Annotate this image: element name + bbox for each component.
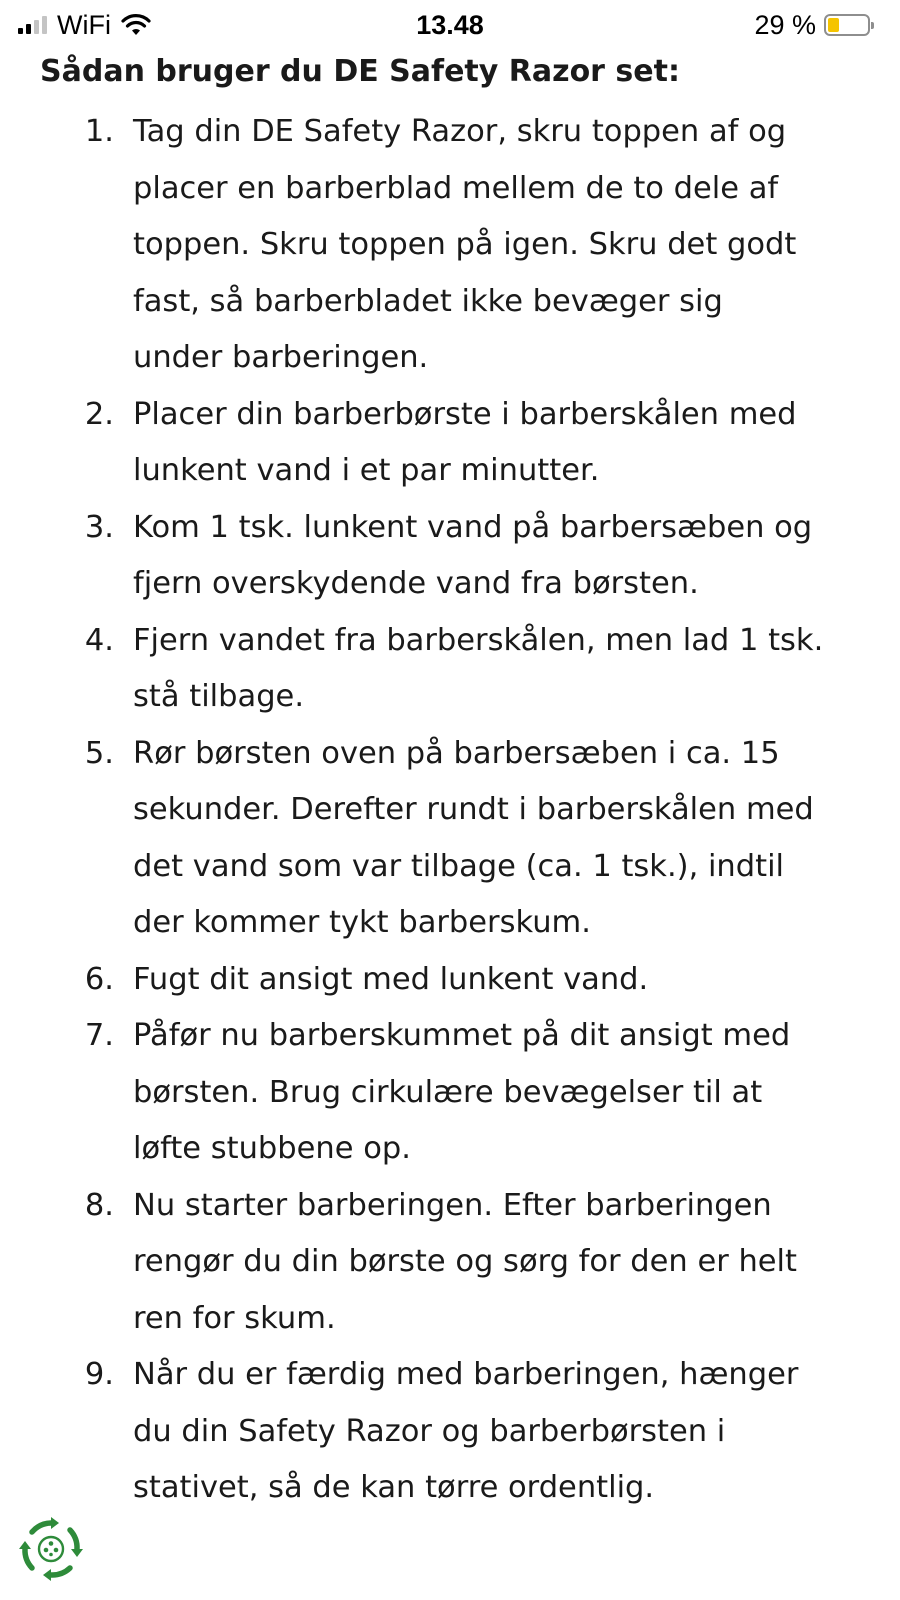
step-text-line: toppen. Skru toppen på igen. Skru det godt xyxy=(133,227,797,262)
step-text-line: stå tilbage. xyxy=(133,679,305,714)
step-number: 4. xyxy=(84,622,114,658)
step-text-line: Kom 1 tsk. lunkent vand på barbersæben og xyxy=(133,509,813,545)
step-text-line: ren for skum. xyxy=(133,1300,336,1336)
step-text-line: Rør børsten oven på barbersæben i ca. 15 xyxy=(133,735,780,771)
step-text-line: fast, så barberbladet ikke bevæger sig xyxy=(133,283,723,319)
list-item xyxy=(0,726,900,952)
list-item xyxy=(0,104,900,387)
status-bar xyxy=(0,0,900,50)
step-number: 7. xyxy=(84,1018,114,1053)
step-text-line: børsten. Brug cirkulære bevægelser til at xyxy=(133,1074,763,1110)
status-time: 13.48 xyxy=(416,10,484,40)
step-text-line: fjern overskydende vand fra børsten. xyxy=(133,566,699,601)
battery-icon xyxy=(824,14,870,36)
step-text-line: lunkent vand i et par minutter. xyxy=(133,453,600,488)
step-text-line: sekunder. Derefter rundt i barberskålen med xyxy=(133,792,814,827)
instruction-list xyxy=(0,104,900,1517)
step-number: 1. xyxy=(84,114,114,149)
step-text-line: løfte stubbene op. xyxy=(133,1131,411,1166)
step-text-line: stativet, så de kan tørre ordentlig. xyxy=(133,1470,655,1505)
battery-cap xyxy=(871,22,874,29)
step-text-line: Nu starter barberingen. Efter barberingen xyxy=(133,1187,772,1223)
carrier-label: WiFi xyxy=(57,9,111,40)
step-number: 9. xyxy=(84,1357,114,1392)
status-bar-right xyxy=(754,8,870,42)
step-text-line: Fugt dit ansigt med lunkent vand. xyxy=(133,961,649,997)
battery-percentage: 29 % xyxy=(754,9,816,40)
step-text-line: under barberingen. xyxy=(133,340,429,375)
page-heading: Sådan bruger du DE Safety Razor set: xyxy=(40,54,680,89)
step-number: 8. xyxy=(84,1187,114,1223)
step-text-line: der kommer tykt barberskum. xyxy=(133,905,591,940)
list-item xyxy=(0,1178,900,1348)
list-item xyxy=(0,613,900,726)
step-number: 5. xyxy=(84,735,114,771)
list-item xyxy=(0,500,900,613)
battery-level-fill xyxy=(828,18,839,32)
step-number: 2. xyxy=(84,396,114,432)
list-item xyxy=(0,952,900,1009)
step-text-line: Tag din DE Safety Razor, skru toppen af og xyxy=(133,114,787,149)
step-text-line: Placer din barberbørste i barberskålen med xyxy=(133,396,797,432)
list-item xyxy=(0,1347,900,1517)
list-item xyxy=(0,387,900,500)
step-text-line: Når du er færdig med barberingen, hænger xyxy=(133,1357,799,1392)
recycle-logo-icon xyxy=(18,1516,84,1582)
step-number: 6. xyxy=(84,961,114,997)
step-number: 3. xyxy=(84,509,114,545)
step-text-line: Fjern vandet fra barberskålen, men lad 1 tsk. xyxy=(133,622,824,658)
list-item xyxy=(0,1008,900,1178)
step-text-line: placer en barberblad mellem de to dele af xyxy=(133,170,779,206)
step-text-line: rengør du din børste og sørg for den er helt xyxy=(133,1244,797,1279)
step-text-line: Påfør nu barberskummet på dit ansigt med xyxy=(133,1018,791,1053)
step-text-line: det vand som var tilbage (ca. 1 tsk.), indtil xyxy=(133,848,785,884)
step-text-line: du din Safety Razor og barberbørsten i xyxy=(133,1413,726,1449)
